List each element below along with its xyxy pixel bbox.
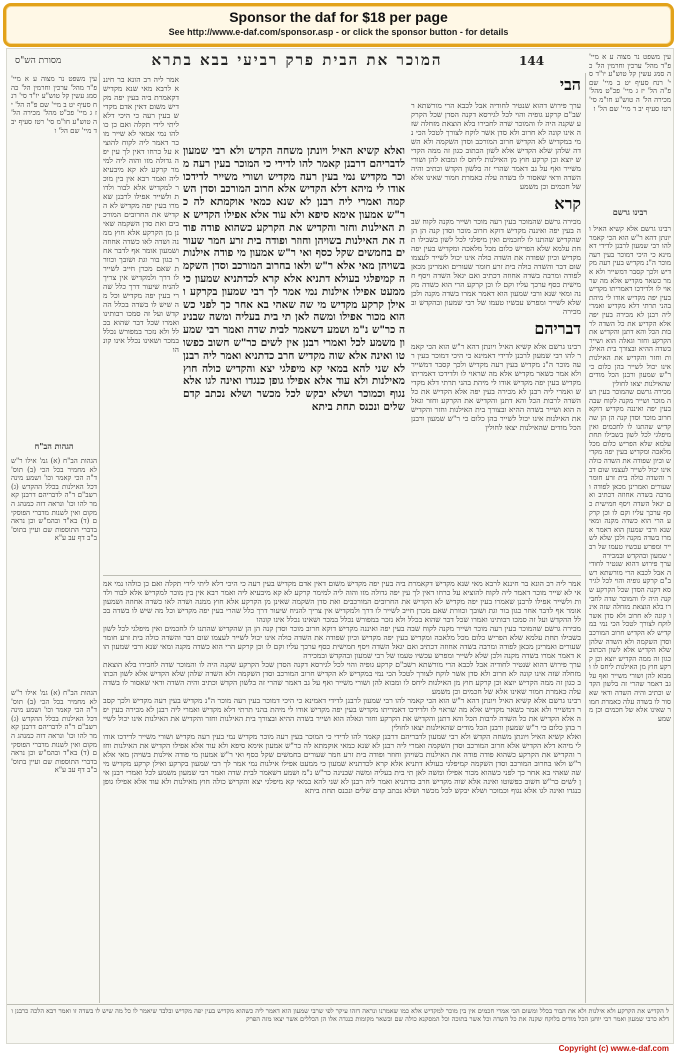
- sponsor-headline[interactable]: Sponsor the daf for $18 per page: [229, 9, 448, 25]
- kara-word: קרא: [554, 194, 581, 213]
- masoret-label: מסורת הש"ס: [15, 56, 62, 66]
- hagahot-text: הגהות הב"ח (א) גמ' אילו ר"ש לא מחמיר בכל הכי (ב) תוס' ד"ה הכי קאמר וכו' ושמע מינה דכל האילנות בכלל ההקדש (ג) רשב"ם ד"ה לדבריהם דרבנן קאמר להו וכו' ונראה דזה כמנהג המקום ואין לשנות מדברי הפוסקים (ד) בא"ד ובהמ"ש וכן נראה בדברי התוספות שם ועיין בתוס' ב"ב דף עב ע"א: [11, 457, 97, 543]
- masoret-hashas-column: [11, 75, 97, 435]
- tosafot-text: אמר ליה רב הונא בר חיננא לרבא מאי שנא מקדיש דקאמרת ביה בעין יפה מקדיש משום דאין אדם מקדיש בעין רעה כי היכי דלא ליתי לידי תקלה ואם כן כולהו נמי אמאי לא שייר מוכר דאמר ליה לקוח להוציא על כרחו דאין לך עין יפה גדולה מזו והוה ליה למימר קרקע לא קא מיבעיא ליה ואמר רבא אין בין מוכר למקדיש אלא לבור ולדות ולשייר אפילו לרבנן שאמרו בעין יפה מקדיש לא הקדיש את החרובים המורכבים ואת סדן השקמה שאינן מן הקרקע אלא חוץ ממנה ושדה לאו כשדה אחוזה ושמעון אומר אף לדבר אחר כגון בור וגת ושובך וכוורת שאם מכרן חייב לשייר לו דרך ולמקדיש אין צריך להניח שיעור דרך כלל שהרי בעין יפה מקדיש וכל מה שיש לו בשדה בכלל ההקדש ועל זה סמכו רבותינו ואמרו שכל דבר שהוא בכלל ולא נזכר במפורש נכלל במכר ושאינו נכלל אינו קונהו: [103, 75, 179, 354]
- lower-commentary-column: [103, 579, 581, 1003]
- hagahot-heading-box: [11, 441, 97, 455]
- tosafot-column: [103, 75, 179, 575]
- masoret-hashas-text: עין משפט נר מצוה ע א מיי' פ"ד מהל' ערכין וחרמין הל' כה סמג עשין קל טוש"ע יו"ד סי' רנח סעיף יט ב מיי' שם פ"ה הל' יז ג מיי' פכ"ט מהל' מכירה הל' ה טוש"ע חו"מ סי' רטז סעיף יב ד מיי' שם הל' ו: [11, 75, 97, 135]
- right-margin-divider: [585, 73, 586, 1003]
- rabbeinu-gershom-text: רבינו גרשם אלא קשיא האיל ויונתן דהא ר"ש הוא הכי קאמר להו רבי שמעון לרבנן לדידי דאמינא כי היכי דמוכר בעין רעה מוכר ה"נ מקדיש בעין רעה מקדיש ולכך קסבר דמשייר ולא אמר כשאר מקדיש אלא מה שראוי לו ולדידכו דאמריתו מקדיש בעין יפה מקדיש אודו לי מיהת בהני תרתי דלא מקדיש ואמרי ליה רבנן לא מכירה בעין יפה אלא הקדיש את כל השדה לרבות הכל והא דתנן והקדיש את הקרקע וחזר וגאלה הוא ושייר בשדה ההיא ובצורך בית האילנות וחזר והקדיש את האילנות אינו יכול לשייר בהן כלום כי ר"ש שמעון ורבנן הכל מודים שהאילנות יצאו לחולין: [589, 225, 671, 388]
- rashbam-text-3: רבינו גרשם אלא קשיא האיל ויונתן דהא ר"ש הוא הכי קאמר להו רבי שמעון לרבנן לדידי דאמינא כי היכי דמוכר בעין רעה מוכר ה"נ מקדיש בעין רעה מקדיש ולכך קסבר דמשייר ולא אמר כשאר מקדיש אלא מה שראוי לו ולדידכו דאמריתו מקדיש בעין יפה מקדיש אודו לי מיהת בהני תרתי דלא מקדיש ואמרי ליה רבנן לא מכירה בעין יפה אלא הקדיש את כל השדה לרבות הכל והא דתנן והקדיש את הקרקע וחזר וגאלה הוא ושייר בשדה ההיא ובצורך בית האילנות וחזר והקדיש את האילנות אינו יכול לשייר בהן כלום כי ר"ש שמעון ורבנן הכל מודים שהאילנות יצאו לחולין: [411, 342, 581, 432]
- footer-divider: [7, 1004, 673, 1005]
- dibur-word: דבריהם: [534, 319, 581, 338]
- left-lower-margin: [11, 689, 97, 1003]
- rabbeinu-gershom-column: [589, 225, 671, 1005]
- left-margin-divider: [99, 73, 100, 1003]
- ein-mishpat-column: [589, 53, 671, 203]
- gemara-main-column: [183, 145, 405, 571]
- rashbam-text: ערך פירוש דהוא שנטיר לחודיה אבל לכבא הרי מורשתא רשב"ם קרקע גופיה והוי לכל לגירסא דקנה הסדן שכל הקרקע שקנה היה לו והמוכר שדה לחבירו בלא הוצאת מזחלה שזה אינו קונה לא חרוב ולא סדן אשר לוקח לצורך לטכל הכי נמי במקדיש לא הקדיש חרוב המורכב וסדן השקמה ולא השדה שלהן שלא הקדיש אלא לשון הכתוב כגון זה ממה הקדיש יוצא וכן קרקע חוץ מן האילנות ליחס לו ומבוא להן ושורי משייר ואף על גב דאמר שהרי זה בלשון הקדש וכתיב והיה השדה ודאי שאסור לו בשדה עלה כאמרת חמור שאינו אלא של חכמים וכן משמע: [411, 101, 581, 191]
- lower-commentary-text: אמר ליה רב הונא בר חיננא לרבא מאי שנא מקדיש דקאמרת ביה בעין יפה מקדיש משום דאין אדם מקדיש בעין רעה כי היכי דלא ליתי לידי תקלה ואם כן כולהו נמי אמאי לא שייר מוכר דאמר ליה לקוח להוציא על כרחו דאין לך עין יפה גדולה מזו והוה ליה למימר קרקע לא קא מיבעיא ליה ואמר רבא אין בין מוכר למקדיש אלא לבור ולדות ולשייר אפילו לרבנן שאמרו בעין יפה מקדיש לא הקדיש את החרובים המורכבים ואת סדן השקמה שאינן מן הקרקע אלא חוץ ממנה ושדה לאו כשדה אחוזה ושמעון אומר אף לדבר אחר כגון בור וגת ושובך וכוורת שאם מכרן חייב לשייר לו דרך ולמקדיש אין צריך להניח שיעור דרך כלל שהרי בעין יפה מקדיש וכל מה שיש לו בשדה בכלל ההקדש ועל זה סמכו רבותינו ואמרו שכל דבר שהוא בכלל ולא נזכר במפורש נכלל במכר ושאינו נכלל אינו קונהו: [103, 579, 581, 624]
- lower-commentary-text-5: ואלא קשיא האיל ויונתן משחה הקדש ולא רבי שמעון לדבריהם דרבנן קאמר להו לדידי כי המוכר בעין רעה מוכר מקדיש נמי בעין רעה מקדיש ושורי משייר לדידכו אודו לי מיהא דלא הקדיש אלא חרוב המורכב וסדן השקמה ואמרי ליה רבנן לא שנא כמאי אוקמתא לה כר"ש אמעון אימא סיפא ולא עוד אלא אפילו הקדיש את האילנות וחזר והקדיש את הקרקע כשהוא פודה פודה את האילנות בשויהן וחוזר ופודה בית זרע חמר שעורים בחמשים שקל כסף ואי ר"ש אמעון מי פודה אילנות בשויהן מאי אלא ר"ש ולאו בחרוב המורכב וסדן השקמה קמיפלגי בעולא דתניא אלא קרא לכדתניא שמעון כי ממעט אפילו אילנות נמי אמר לך רבי שמעון בקרקע ואילן קרקע מקדיש מי שה שאהי בא אחר כך לפני כשהוא מכור אפילו ומשה לאן תי בית בעליה ומשה שבנינה כר"ש נ"מ ושמע דשאמר לבית שדה ואמר רבי שמעון משמע לכל ואמרי רבנן אין לשים כר"ש חשוב כפשוטו ואינה אלא שוה מקדיש חרב כדתניא ואמר ליה רבנן לא שני להא במאי קא מיפלגי יצא והקדיש כולה חוץ מאילנות ולא עוד אלא אפילו גופן כנגדו ואינה לגו אלא נגוף וכמוכר ושלא יבקש לכל מכשר ושלא נכתב קדם שלים ונכנס תחת ביתא: [103, 732, 581, 795]
- page-header: [7, 51, 673, 73]
- gemara-text: ואלא קשיא האיל ויונתן משחה הקדש ולא רבי שמעון לדבריהם דרבנן קאמר להו לדידי כי המוכר בעין רעה מוכר מקדיש נמי בעין רעה מקדיש ושורי משייר לדידכו אודו לי מיהא דלא הקדיש אלא חרוב המורכב וסדן השקמה ואמרי ליה רבנן לא שנא כמאי אוקמתא לה כר"ש אמעון אימא סיפא ולא עוד אלא אפילו הקדיש את האילנות וחזר והקדיש את הקרקע כשהוא פודה פודה את האילנות בשויהן וחוזר ופודה בית זרע חמר שעורים בחמשים שקל כסף ואי ר"ש אמעון מי פודה אילנות בשויהן מאי אלא ר"ש ולאו בחרוב המורכב וסדן השקמה קמיפלגי בעולא דתניא אלא קרא לכדתניא שמעון כי ממעט אפילו אילנות נמי אמר לך רבי שמעון בקרקע ואילן קרקע מקדיש מי שה שאהי בא אחר כך לפני כשהוא מכור אפילו ומשה לאן תי בית בעליה ומשה שבנינה כר"ש נ"מ ושמע דשאמר לבית שדה ואמר רבי שמעון משמע לכל ואמרי רבנן אין לשים כר"ש חשוב כפשוטו ואינה אלא שוה מקדיש חרב כדתניא ואמר ליה רבנן לא שני להא במאי קא מיפלגי יצא והקדיש כולה חוץ מאילנות ולא עוד אלא אפילו גופן כנגדו ואינה לגו אלא נגוף וכמוכר ושלא יבקש לכל מכשר ושלא נכתב קדם שלים ונכנס תחת ביתא: [183, 145, 405, 413]
- page-number: 144: [519, 54, 545, 68]
- copyright-notice[interactable]: Copyright (c) www.e-daf.com: [558, 1044, 669, 1053]
- lower-commentary-text-2: מכירה גרשם שהמוכר בעין רעה מוכר ושייר מקנה לקוח שבה בעין יפה ואיננה מקדיש דוקא חרוב מוכר וסדן קנה הן הן שהקדיש שהתנו לו לחכמים ואין מיפלגי לכל לשון בשבילו תחת עלמא שלא הפריש כלום מכל מלאכה ומקדיש בעין יפה מקדיש וכיון שפודה את השדה כולה אינו יכול לשייר לעצמו שום דבר והשדה כולה בית זרע חומר שעורים ואמרינן מכאן לפודה ומרבה בשדה אחוזה דכתיב ואם יגאל השדה ויסף חמישית כסף ערכך עליו וקם לו וכן קרקע הרי הוא כשדה מקנה ומאי שנא ורבי שמעון הוא דאמר אמרו בשדה מקנה ולכן שלא לשייר ומפרש עכשיו טעמו של רבי שמעון ובהקדש ובמכירה: [103, 624, 581, 660]
- footer-notes: ל הקדיש את הקרקע ולא אילנות ולא את הבור בכלל ומשום הכי אמרי חכמים אין בין מוכר למקדיש אלא כמו שאמרנו ונראה דזהו עיקר לפי שרבי שמעון הוא דאמר ליה כשהוא מקדיש בעין יפה מקדיש ובלבד שיאמר לו כל מה שיש לו בשדה זו ואמר רבא הלכה כרבנן ודלא כרבי שמעון ואמר רבי יוחנן הכל מודים בלוקח שקנה את כל השדה וכל אשר בתוכה וכל המסקנא כולה שם ובשאר מקומות כנגדה אלו הן הכללים אשר יצאו מזה הפרק: [11, 1007, 669, 1024]
- lower-divider: [103, 575, 581, 576]
- rabbeinu-gershom-heading: רבינו גרשם: [612, 207, 648, 217]
- talmud-page: [6, 48, 674, 1044]
- hagahot-column: [11, 457, 97, 687]
- sponsor-subline[interactable]: See http://www.e-daf.com/sponsor.asp - or click the sponsor button - for details: [168, 27, 509, 37]
- rabbeinu-gershom-text-more: ערך פירוש דהוא שנטיר לחודיה אבל לכבא הרי מורשתא רשב"ם קרקע גופיה והוי לכל לגירסא דקנה הסדן שכל הקרקע שקנה היה לו והמוכר שדה לחבירו בלא הוצאת מזחלה שזה אינו קונה לא חרוב ולא סדן אשר לוקח לצורך לטכל הכי נמי במקדיש לא הקדיש חרוב המורכב וסדן השקמה ולא השדה שלהן שלא הקדיש אלא לשון הכתוב כגון זה ממה הקדיש יוצא וכן קרקע חוץ מן האילנות ליחס לו ומבוא להן ושורי משייר ואף על גב דאמר שהרי זה בלשון הקדש וכתיב והיה השדה ודאי שאסור לו בשדה עלה כאמרת חמור שאינו אלא של חכמים וכן משמע: [589, 560, 671, 723]
- lower-commentary-text-4: רבינו גרשם אלא קשיא האיל ויונתן דהא ר"ש הוא הכי קאמר להו רבי שמעון לרבנן לדידי דאמינא כי היכי דמוכר בעין רעה מוכר ה"נ מקדיש בעין רעה מקדיש ולכך קסבר דמשייר ולא אמר כשאר מקדיש אלא מה שראוי לו ולדידכו דאמריתו מקדיש בעין יפה מקדיש אודו לי מיהת בהני תרתי דלא מקדיש ואמרי ליה רבנן לא מכירה בעין יפה אלא הקדיש את כל השדה לרבות הכל והא דתנן והקדיש את הקרקע וחזר וגאלה הוא ושייר בשדה ההיא ובצורך בית האילנות וחזר והקדיש את האילנות אינו יכול לשייר בהן כלום כי ר"ש שמעון ורבנן הכל מודים שהאילנות יצאו לחולין: [103, 696, 581, 732]
- rashi-heading-box: [589, 207, 671, 223]
- rashbam-column: [411, 101, 581, 571]
- left-lower-margin-text: הגהות הב"ח (א) גמ' אילו ר"ש לא מחמיר בכל הכי (ב) תוס' ד"ה הכי קאמר וכו' ושמע מינה דכל האילנות בכלל ההקדש (ג) רשב"ם ד"ה לדבריהם דרבנן קאמר להו וכו' ונראה דזה כמנהג המקום ואין לשנות מדברי הפוסקים (ד) בא"ד ובהמ"ש וכן נראה בדברי התוספות שם ועיין בתוס' ב"ב דף עב ע"א: [11, 689, 97, 775]
- page-title: המוכר את הבית פרק רביעי בבא בתרא: [151, 51, 443, 69]
- ein-mishpat-text: עין משפט נר מצוה ע א מיי' פ"ד מהל' ערכין וחרמין הל' כה סמג עשין קל טוש"ע יו"ד סי' רנח סעיף יט ב מיי' שם פ"ה הל' יז ג מיי' פכ"ט מהל' מכירה הל' ה טוש"ע חו"מ סי' רטז סעיף יב ד מיי' שם הל' ו: [589, 53, 671, 113]
- lower-commentary-text-3: ערך פירוש דהוא שנטיר לחודיה אבל לכבא הרי מורשתא רשב"ם קרקע גופיה והוי לכל לגירסא דקנה הסדן שכל הקרקע שקנה היה לו והמוכר שדה לחבירו בלא הוצאת מזחלה שזה אינו קונה לא חרוב ולא סדן אשר לוקח לצורך לטכל הכי נמי במקדיש לא הקדיש חרוב המורכב וסדן השקמה ולא השדה שלהן שלא הקדיש אלא לשון הכתוב כגון זה ממה הקדיש יוצא וכן קרקע חוץ מן האילנות ליחס לו ומבוא להן ושורי משייר ואף על גב דאמר שהרי זה בלשון הקדש וכתיב והיה השדה ודאי שאסור לו בשדה עלה כאמרת חמור שאינו אלא של חכמים וכן משמע: [103, 660, 581, 696]
- hagahot-heading: הגהות הב"ח: [34, 441, 74, 451]
- rashbam-text-2: מכירה גרשם שהמוכר בעין רעה מוכר ושייר מקנה לקוח שבה בעין יפה ואיננה מקדיש דוקא חרוב מוכר וסדן קנה הן הן שהקדיש שהתנו לו לחכמים ואין מיפלגי לכל לשון בשבילו תחת עלמא שלא הפריש כלום מכל מלאכה ומקדיש בעין יפה מקדיש וכיון שפודה את השדה כולה אינו יכול לשייר לעצמו שום דבר והשדה כולה בית זרע חומר שעורים ואמרינן מכאן לפודה ומרבה בשדה אחוזה דכתיב ואם יגאל השדה ויסף חמישית כסף ערכך עליו וקם לו וכן קרקע הרי הוא כשדה מקנה ומאי שנא ורבי שמעון הוא דאמר אמרו בשדה מקנה ולכן שלא לשייר ומפרש עכשיו טעמו של רבי שמעון ובהקדש ובמכירה: [411, 217, 581, 316]
- opening-word: הבי: [559, 75, 581, 94]
- sponsor-banner[interactable]: [3, 3, 674, 47]
- rabbeinu-gershom-text-continued: מכירה גרשם שהמוכר בעין רעה מוכר ושייר מקנה לקוח שבה בעין יפה ואיננה מקדיש דוקא חרוב מוכר וסדן קנה הן הן שהקדיש שהתנו לו לחכמים ואין מיפלגי לכל לשון בשבילו תחת עלמא שלא הפריש כלום מכל מלאכה ומקדיש בעין יפה מקדיש וכיון שפודה את השדה כולה אינו יכול לשייר לעצמו שום דבר והשדה כולה בית זרע חומר שעורים ואמרינן מכאן לפודה ומרבה בשדה אחוזה דכתיב ואם יגאל השדה ויסף חמישית כסף ערכך עליו וקם לו וכן קרקע הרי הוא כשדה מקנה ומאי שנא ורבי שמעון הוא דאמר אמרו בשדה מקנה ולכן שלא לשייר ומפרש עכשיו טעמו של רבי שמעון ובהקדש ובמכירה: [589, 388, 671, 560]
- opening-word-box: [411, 75, 581, 99]
